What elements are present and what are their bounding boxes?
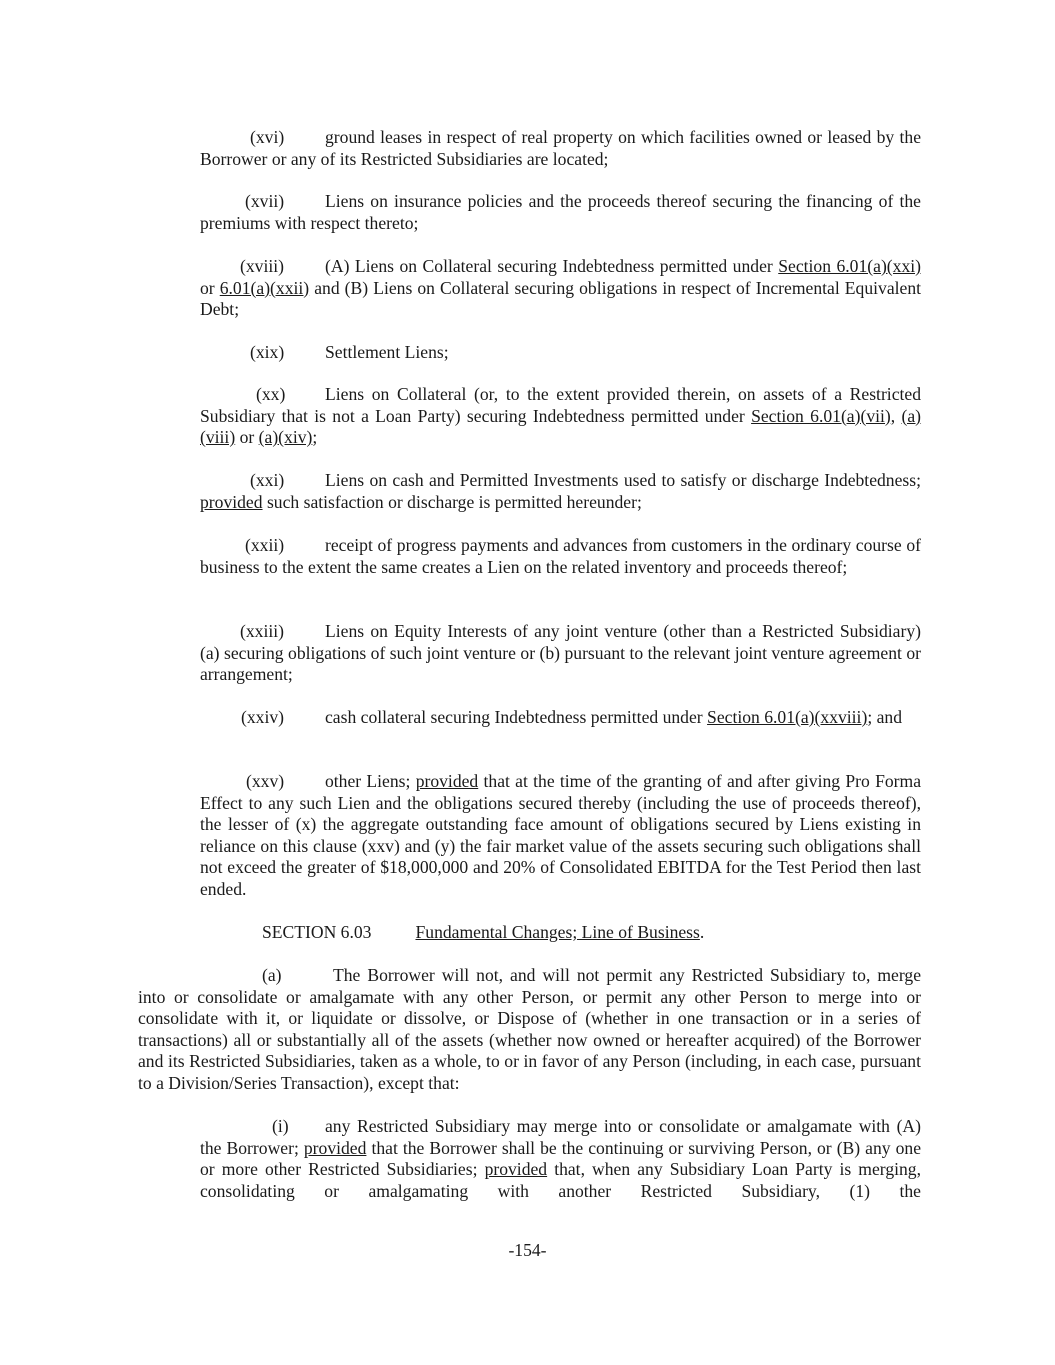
section-reference[interactable]: 6.01(a)(xxii): [219, 277, 310, 298]
clause-text: cash collateral securing Indebtedness permitted under: [325, 707, 703, 727]
clause-text: ,: [890, 405, 896, 426]
clause-text: such satisfaction or discharge is permitted hereunder;: [266, 491, 642, 512]
clause-xvi: [200, 127, 921, 170]
clause-text: Liens on cash and Permitted Investments used to satisfy or discharge Indebtedness;: [325, 470, 921, 490]
clause-xix: [200, 342, 921, 364]
clause-text: or: [200, 277, 215, 298]
clause-xvii: [200, 191, 921, 234]
clause-number: (xvii): [245, 191, 285, 211]
section-reference[interactable]: Section 6.01(a)(xxi): [778, 256, 921, 276]
proviso-term: provided: [484, 1159, 548, 1180]
clause-text: ;: [312, 427, 318, 448]
clause-number: (xxiv): [241, 707, 284, 727]
clause-xxii: [200, 535, 921, 578]
proviso-term: provided: [415, 771, 479, 791]
clause-text: Liens on Collateral (or, to the extent provided therein, on assets of a Restricted Subsidiary that is not a Loan Party) securing Indebtedness permitted under: [200, 384, 921, 426]
clause-i: [200, 1116, 921, 1202]
page-number: -154-: [508, 1240, 547, 1260]
clause-text: and (B) Liens on Collateral securing obligations in respect of Incremental Equivalent Debt;: [200, 277, 922, 320]
section-heading: [262, 922, 704, 944]
clause-xxiii: [200, 621, 921, 686]
clause-xviii: [200, 256, 921, 321]
clause-xxiv: [200, 707, 921, 729]
section-reference[interactable]: Section 6.01(a)(vii): [751, 405, 891, 426]
clause-number: (xxi): [250, 470, 285, 490]
paragraph-number: (a): [262, 965, 282, 985]
clause-text: Liens on insurance policies and the proceeds thereof securing the financing of the premiums with respect thereto;: [200, 191, 921, 233]
clause-number: (xxv): [246, 771, 285, 791]
clause-number: (xviii): [240, 256, 284, 276]
proviso-term: provided: [200, 491, 263, 512]
clause-number: (i): [272, 1116, 289, 1136]
paragraph-text: The Borrower will not, and will not permit any Restricted Subsidiary to, merge into or consolidate or amalgamate with any other Person, or permit any other Person to merge into or consolidate with it, or liquidate or dissolve, or Dispose of (whether in one transaction or in a series of transactions) all or substantially all of the assets (whether now owned or hereafter acquired) of the Borrower and its Restricted Subsidiaries, taken as a whole, to or in favor of any Person (including, in each case, pursuant to a Division/Series Transaction), except that:: [138, 965, 921, 1093]
clause-text: Settlement Liens;: [325, 342, 449, 362]
clause-text: other Liens;: [325, 771, 411, 791]
clause-xxi: [200, 470, 921, 513]
clause-text: ground leases in respect of real property on which facilities owned or leased by the Borrower or any of its Restricted Subsidiaries are located;: [200, 127, 921, 169]
clause-number: (xxiii): [240, 621, 284, 641]
section-title: Fundamental Changes; Line of Business: [415, 922, 700, 942]
section-title-period: .: [699, 922, 705, 942]
clause-text: that, when any Subsidiary Loan Party is merging, consolidating or amalgamating with another Restricted Subsidiary, (1) the: [200, 1159, 921, 1201]
section-label: SECTION 6.03: [262, 922, 372, 942]
clause-number: (xix): [250, 342, 285, 362]
clause-text: Liens on Equity Interests of any joint venture (other than a Restricted Subsidiary) (a) securing obligations of such joint venture or (b) pursuant to the relevant joint venture agreement or arrangement;: [200, 621, 921, 685]
clause-text: (A) Liens on Collateral securing Indebtedness permitted under: [325, 256, 773, 276]
section-reference[interactable]: (a)(xiv): [258, 427, 313, 448]
clause-xx: [200, 384, 921, 449]
clause-text: any Restricted Subsidiary may merge into or consolidate or amalgamate with (A) the Borrower;: [200, 1116, 921, 1158]
clause-xxv: [200, 771, 921, 901]
clause-number: (xx): [256, 384, 286, 404]
clause-text: that the Borrower shall be the continuing or surviving Person, or (B) any one or more other Restricted Subsidiaries;: [200, 1137, 922, 1180]
clause-text: that at the time of the granting of and after giving Pro Forma Effect to any such Lien and the obligations secured thereby (including the use of proceeds thereof), the lesser of (x) the aggregate outstanding face amount of obligations secured by Liens existing in reliance on this clause (xxv) and (y) the fair market value of the assets securing such obligations shall not exceed the greater of $18,000,000 and 20% of Consolidated EBITDA for the Test Period then last ended.: [200, 771, 922, 899]
clause-number: (xvi): [250, 127, 285, 147]
paragraph-a: [138, 965, 921, 1095]
proviso-term: provided: [303, 1137, 367, 1158]
section-reference[interactable]: (a)(viii): [200, 405, 922, 448]
clause-text: ; and: [867, 707, 903, 727]
clause-number: (xxii): [245, 535, 285, 555]
clause-text: receipt of progress payments and advances from customers in the ordinary course of business to the extent the same creates a Lien on the related inventory and proceeds thereof;: [200, 535, 921, 577]
clause-text: or: [239, 427, 255, 448]
section-reference[interactable]: Section 6.01(a)(xxviii): [707, 707, 868, 727]
